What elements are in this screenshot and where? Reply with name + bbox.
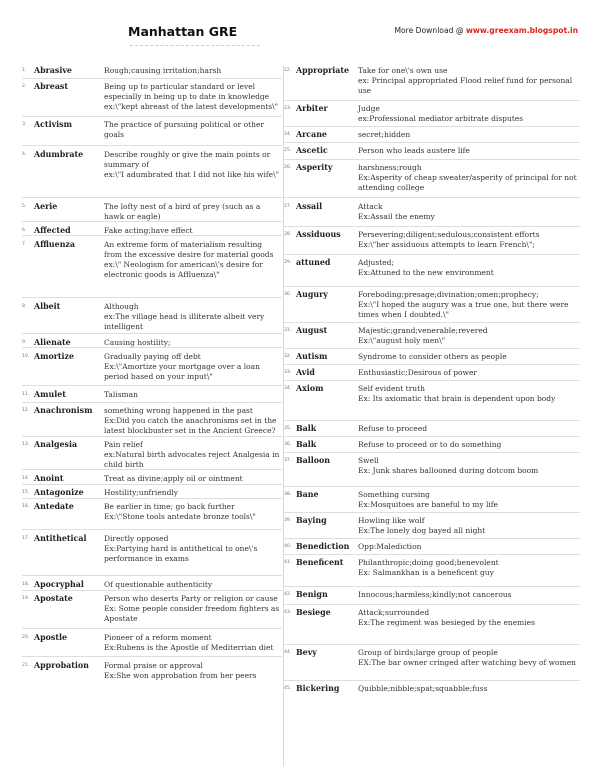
entry-number: 43. bbox=[284, 610, 292, 615]
entry-definition: Fake acting;have effect bbox=[104, 226, 193, 235]
page-title: Manhattan GRE bbox=[128, 24, 238, 39]
vocab-entry bbox=[284, 104, 580, 124]
row-separator bbox=[22, 145, 282, 146]
entry-word: Antagonize bbox=[34, 488, 84, 497]
entry-word: Albeit bbox=[34, 302, 61, 311]
entry-number: 13. bbox=[22, 442, 30, 447]
entry-word: Appropriate bbox=[296, 66, 350, 75]
entry-number: 28. bbox=[284, 232, 292, 237]
vocab-entry bbox=[22, 474, 282, 484]
vocab-entry bbox=[284, 424, 580, 434]
entry-word: Affluenza bbox=[34, 240, 76, 249]
vocab-entry bbox=[284, 290, 580, 320]
entry-word: Anoint bbox=[34, 474, 64, 483]
entry-number: 12. bbox=[22, 408, 30, 413]
entry-word: Bane bbox=[296, 490, 319, 499]
vocab-entry bbox=[22, 120, 282, 140]
vocab-entry bbox=[22, 150, 282, 180]
entry-definition: Formal praise or approval Ex:She won approbation from her peers bbox=[104, 661, 257, 680]
row-separator bbox=[284, 100, 580, 101]
vocab-entry bbox=[22, 580, 282, 590]
entry-definition: Pioneer of a reform moment Ex:Rubens is the Apostle of Mediterrian diet bbox=[104, 633, 274, 652]
entry-definition: Directly opposed Ex:Partying hard is antithetical to one\'s performance in exams bbox=[104, 534, 258, 563]
entry-definition: Adjusted; Ex:Attuned to the new environment bbox=[358, 258, 494, 277]
entry-definition: Howling like wolf Ex:The lonely dog bayed all night bbox=[358, 516, 486, 535]
entry-number: 15. bbox=[22, 490, 30, 495]
row-separator bbox=[284, 436, 580, 437]
entry-number: 20. bbox=[22, 635, 30, 640]
entry-word: Assiduous bbox=[296, 230, 341, 239]
entry-definition: Something cursing Ex:Mosquitoes are baneful to my life bbox=[358, 490, 498, 509]
vocab-entry bbox=[22, 594, 282, 624]
vocab-entry bbox=[284, 516, 580, 536]
vocab-entry bbox=[22, 502, 282, 522]
vocab-entry bbox=[284, 684, 580, 694]
entry-definition: harshness;rough Ex:Asperity of cheap sweater/asperity of principal for not attending college bbox=[358, 163, 577, 192]
entry-definition: Judge ex:Professional mediator arbitrate disputes bbox=[358, 104, 524, 123]
row-separator bbox=[284, 538, 580, 539]
entry-number: 27. bbox=[284, 204, 292, 209]
vocab-entry bbox=[22, 633, 282, 653]
row-separator bbox=[22, 78, 282, 79]
row-separator bbox=[284, 644, 580, 645]
vocab-entry bbox=[22, 661, 282, 681]
entry-word: Apostate bbox=[34, 594, 73, 603]
vocab-entry bbox=[284, 258, 580, 278]
row-separator bbox=[22, 221, 282, 222]
row-separator bbox=[284, 254, 580, 255]
entry-definition: Although ex:The village head is illiterate albeit very intelligent bbox=[104, 302, 265, 331]
vocab-entry bbox=[284, 202, 580, 222]
entry-definition: Self evident truth Ex: Its axiomatic that brain is dependent upon body bbox=[358, 384, 556, 403]
entry-word: attuned bbox=[296, 258, 331, 267]
entry-word: Adumbrate bbox=[34, 150, 84, 159]
page-header bbox=[0, 0, 600, 60]
entry-number: 2. bbox=[22, 84, 27, 89]
vocab-entry bbox=[22, 82, 282, 112]
vocab-entry bbox=[284, 456, 580, 476]
entry-word: Alienate bbox=[34, 338, 71, 347]
entry-word: Benediction bbox=[296, 542, 350, 551]
vocab-entry bbox=[284, 326, 580, 346]
entry-definition: Take for one\'s own use ex: Principal appropriated Flood relief fund for personal use bbox=[358, 66, 573, 95]
entry-word: Antithetical bbox=[34, 534, 87, 543]
entry-definition: Persevering;diligent;sedulous;consistent efforts Ex:\"her assiduous attempts to learn French\"; bbox=[358, 230, 540, 249]
entry-number: 18. bbox=[22, 582, 30, 587]
entry-number: 23. bbox=[284, 106, 292, 111]
row-separator bbox=[22, 656, 282, 657]
entry-word: Apostle bbox=[34, 633, 68, 642]
entry-word: Asperity bbox=[296, 163, 333, 172]
entry-definition: Swell Ex: Junk shares ballooned during dotcom boom bbox=[358, 456, 539, 475]
entry-definition: Pain relief ex:Natural birth advocates reject Analgesia in child birth bbox=[104, 440, 280, 469]
entry-definition: Refuse to proceed or to do something bbox=[358, 440, 502, 449]
entry-word: Balk bbox=[296, 424, 317, 433]
vocab-entry bbox=[284, 608, 580, 628]
row-separator bbox=[284, 452, 580, 453]
entry-definition: Foreboding;presage;divination;omen;prophecy; Ex:\"I hoped the augury was a true one, but there were times when I doubted.\" bbox=[358, 290, 569, 319]
entry-number: 32. bbox=[284, 354, 292, 359]
entry-number: 16. bbox=[22, 504, 30, 509]
entry-word: Affected bbox=[34, 226, 71, 235]
row-separator bbox=[284, 197, 580, 198]
entry-number: 21. bbox=[22, 663, 30, 668]
row-separator bbox=[22, 347, 282, 348]
entry-word: Analgesia bbox=[34, 440, 78, 449]
entry-word: Axiom bbox=[296, 384, 324, 393]
download-notice bbox=[394, 26, 578, 35]
entry-word: Antedate bbox=[34, 502, 74, 511]
entry-number: 3. bbox=[22, 122, 27, 127]
entry-definition: Rough;causing irritation;harsh bbox=[104, 66, 222, 75]
entry-number: 17. bbox=[22, 536, 30, 541]
entry-word: Benign bbox=[296, 590, 328, 599]
entry-definition: secret;hidden bbox=[358, 130, 411, 139]
entry-word: Abrasive bbox=[34, 66, 72, 75]
entry-definition: Talisman bbox=[104, 390, 138, 399]
entry-word: Besiege bbox=[296, 608, 331, 617]
entry-number: 1. bbox=[22, 68, 27, 73]
entry-number: 37. bbox=[284, 458, 292, 463]
vocab-entry bbox=[22, 302, 282, 332]
entry-number: 25. bbox=[284, 148, 292, 153]
entry-word: Avid bbox=[296, 368, 315, 377]
row-separator bbox=[284, 126, 580, 127]
row-separator bbox=[22, 484, 282, 485]
vocab-entry bbox=[284, 66, 580, 96]
entry-definition: Philanthropic;doing good;benevolent Ex: Salmankhan is a beneficent guy bbox=[358, 558, 499, 577]
row-separator bbox=[22, 628, 282, 629]
entry-definition: Attack Ex:Assail the enemy bbox=[358, 202, 435, 221]
entry-number: 38. bbox=[284, 492, 292, 497]
vocab-entry bbox=[22, 390, 282, 400]
row-separator bbox=[22, 197, 282, 198]
entry-word: Amortize bbox=[34, 352, 75, 361]
vocab-entry bbox=[22, 534, 282, 564]
row-separator bbox=[284, 512, 580, 513]
title-underline bbox=[130, 45, 260, 46]
entry-number: 6. bbox=[22, 228, 27, 233]
entry-number: 31. bbox=[284, 328, 292, 333]
entry-definition: Describe roughly or give the main points or summary of ex:\"I adumbrated that I did not like his wife\" bbox=[104, 150, 280, 179]
row-separator bbox=[284, 680, 580, 681]
vocab-entry bbox=[284, 648, 580, 668]
entry-number: 11. bbox=[22, 392, 30, 397]
vocab-entry bbox=[284, 384, 580, 404]
row-separator bbox=[284, 159, 580, 160]
vocab-entry bbox=[22, 66, 282, 76]
vocab-entry bbox=[284, 490, 580, 510]
more-download-label: More Download @ bbox=[394, 26, 464, 35]
row-separator bbox=[284, 142, 580, 143]
row-separator bbox=[22, 436, 282, 437]
entry-number: 29. bbox=[284, 260, 292, 265]
row-separator bbox=[22, 235, 282, 236]
entry-word: Autism bbox=[296, 352, 328, 361]
entry-number: 44. bbox=[284, 650, 292, 655]
row-separator bbox=[22, 385, 282, 386]
row-separator bbox=[22, 297, 282, 298]
vocab-entry bbox=[284, 230, 580, 250]
entry-number: 33. bbox=[284, 370, 292, 375]
row-separator bbox=[22, 333, 282, 334]
entry-definition: Majestic;grand;venerable;revered Ex:\"august holy men\" bbox=[358, 326, 488, 345]
entry-definition: Being up to particular standard or level especially in being up to date in knowledge ex:\"kept abreast of the latest developments\" bbox=[104, 82, 279, 111]
entry-word: Apocryphal bbox=[34, 580, 84, 589]
row-separator bbox=[284, 420, 580, 421]
entry-word: August bbox=[296, 326, 328, 335]
entry-number: 41. bbox=[284, 560, 292, 565]
entry-number: 14. bbox=[22, 476, 30, 481]
entry-word: Aerie bbox=[34, 202, 58, 211]
row-separator bbox=[22, 116, 282, 117]
entry-word: Balloon bbox=[296, 456, 331, 465]
row-separator bbox=[284, 322, 580, 323]
entry-definition: Attack;surrounded Ex:The regiment was besieged by the enemies bbox=[358, 608, 535, 627]
entry-definition: Gradually paying off debt Ex:\"Amortize your mortgage over a loan period based on your input\" bbox=[104, 352, 260, 381]
entry-number: 42. bbox=[284, 592, 292, 597]
row-separator bbox=[22, 469, 282, 470]
vocab-entry bbox=[284, 146, 580, 156]
download-link[interactable]: www.greexam.blogspot.in bbox=[465, 26, 578, 35]
entry-word: Activism bbox=[34, 120, 72, 129]
entry-definition: Person who deserts Party or religion or cause Ex: Some people consider freedom fighters as Apostate bbox=[104, 594, 280, 623]
row-separator bbox=[284, 604, 580, 605]
vocab-entry bbox=[22, 202, 282, 222]
entry-word: Baying bbox=[296, 516, 327, 525]
row-separator bbox=[284, 364, 580, 365]
entry-number: 24. bbox=[284, 132, 292, 137]
entry-number: 22. bbox=[284, 68, 292, 73]
entry-number: 45. bbox=[284, 686, 292, 691]
vocab-entry bbox=[22, 440, 282, 470]
row-separator bbox=[22, 590, 282, 591]
entry-word: Amulet bbox=[34, 390, 66, 399]
entry-number: 36. bbox=[284, 442, 292, 447]
entry-number: 40. bbox=[284, 544, 292, 549]
entry-definition: Opp:Malediction bbox=[358, 542, 422, 551]
entry-definition: something wrong happened in the past Ex:Did you catch the anachronisms set in the latest blockbuster set in the Ancient Greece? bbox=[104, 406, 277, 435]
vocab-entry bbox=[22, 352, 282, 382]
entry-definition: Treat as divine;apply oil or ointment bbox=[104, 474, 243, 483]
entry-word: Assail bbox=[296, 202, 323, 211]
entry-definition: The lofty nest of a bird of prey (such as a hawk or eagle) bbox=[104, 202, 261, 221]
row-separator bbox=[284, 380, 580, 381]
entry-word: Arcane bbox=[296, 130, 327, 139]
entry-number: 34. bbox=[284, 386, 292, 391]
entry-number: 4. bbox=[22, 152, 27, 157]
entry-word: Abreast bbox=[34, 82, 69, 91]
entry-definition: The practice of pursuing political or other goals bbox=[104, 120, 264, 139]
row-separator bbox=[22, 575, 282, 576]
entry-number: 5. bbox=[22, 204, 27, 209]
row-separator bbox=[22, 402, 282, 403]
vocab-entry bbox=[284, 558, 580, 578]
vocab-entry bbox=[284, 163, 580, 193]
row-separator bbox=[284, 586, 580, 587]
row-separator bbox=[22, 498, 282, 499]
row-separator bbox=[284, 226, 580, 227]
entry-definition: Quibble;nibble;spat;squabble;fuss bbox=[358, 684, 488, 693]
entry-number: 19. bbox=[22, 596, 30, 601]
row-separator bbox=[284, 554, 580, 555]
entry-word: Bevy bbox=[296, 648, 317, 657]
entry-definition: Enthusiastic;Desirous of power bbox=[358, 368, 477, 377]
entry-definition: Be earlier in time; go back further Ex:\"Stone tools antedate bronze tools\" bbox=[104, 502, 256, 521]
vocab-entry bbox=[284, 130, 580, 140]
entry-word: Approbation bbox=[34, 661, 89, 670]
entry-definition: Syndrome to consider others as people bbox=[358, 352, 507, 361]
vocab-entry bbox=[284, 542, 580, 552]
row-separator bbox=[284, 486, 580, 487]
vocab-entry bbox=[284, 352, 580, 362]
vocab-entry bbox=[22, 488, 282, 498]
vocab-entry bbox=[22, 406, 282, 436]
entry-number: 35. bbox=[284, 426, 292, 431]
entry-number: 7. bbox=[22, 242, 27, 247]
entry-definition: Causing hostility; bbox=[104, 338, 171, 347]
row-separator bbox=[22, 529, 282, 530]
entry-number: 10. bbox=[22, 354, 30, 359]
vocab-entry bbox=[22, 240, 282, 280]
vocab-entry bbox=[284, 590, 580, 600]
entry-definition: Refuse to proceed bbox=[358, 424, 428, 433]
entry-definition: Innocous;harmless;kindly;not cancerous bbox=[358, 590, 512, 599]
row-separator bbox=[284, 286, 580, 287]
entry-word: Arbiter bbox=[296, 104, 328, 113]
entry-number: 30. bbox=[284, 292, 292, 297]
vocab-entry bbox=[284, 440, 580, 450]
entry-word: Bickering bbox=[296, 684, 340, 693]
entry-word: Ascetic bbox=[296, 146, 328, 155]
entry-number: 8. bbox=[22, 304, 27, 309]
entry-number: 39. bbox=[284, 518, 292, 523]
entry-definition: Person who leads austere life bbox=[358, 146, 470, 155]
entry-word: Balk bbox=[296, 440, 317, 449]
entry-definition: An extreme form of materialism resulting from the excessive desire for material goods ex:\" Neologism for american\'s desire for electronic goods is Affluenza\" bbox=[104, 240, 274, 279]
entry-word: Anachronism bbox=[34, 406, 93, 415]
entry-number: 9. bbox=[22, 340, 27, 345]
vocab-entry bbox=[284, 368, 580, 378]
entry-definition: Of questionable authenticity bbox=[104, 580, 213, 589]
entry-word: Beneficent bbox=[296, 558, 344, 567]
row-separator bbox=[284, 348, 580, 349]
entry-number: 26. bbox=[284, 165, 292, 170]
entry-word: Augury bbox=[296, 290, 328, 299]
entry-definition: Group of birds;large group of people EX:The bar owner cringed after watching bevy of women bbox=[358, 648, 576, 667]
entry-definition: Hostility;unfriendly bbox=[104, 488, 179, 497]
